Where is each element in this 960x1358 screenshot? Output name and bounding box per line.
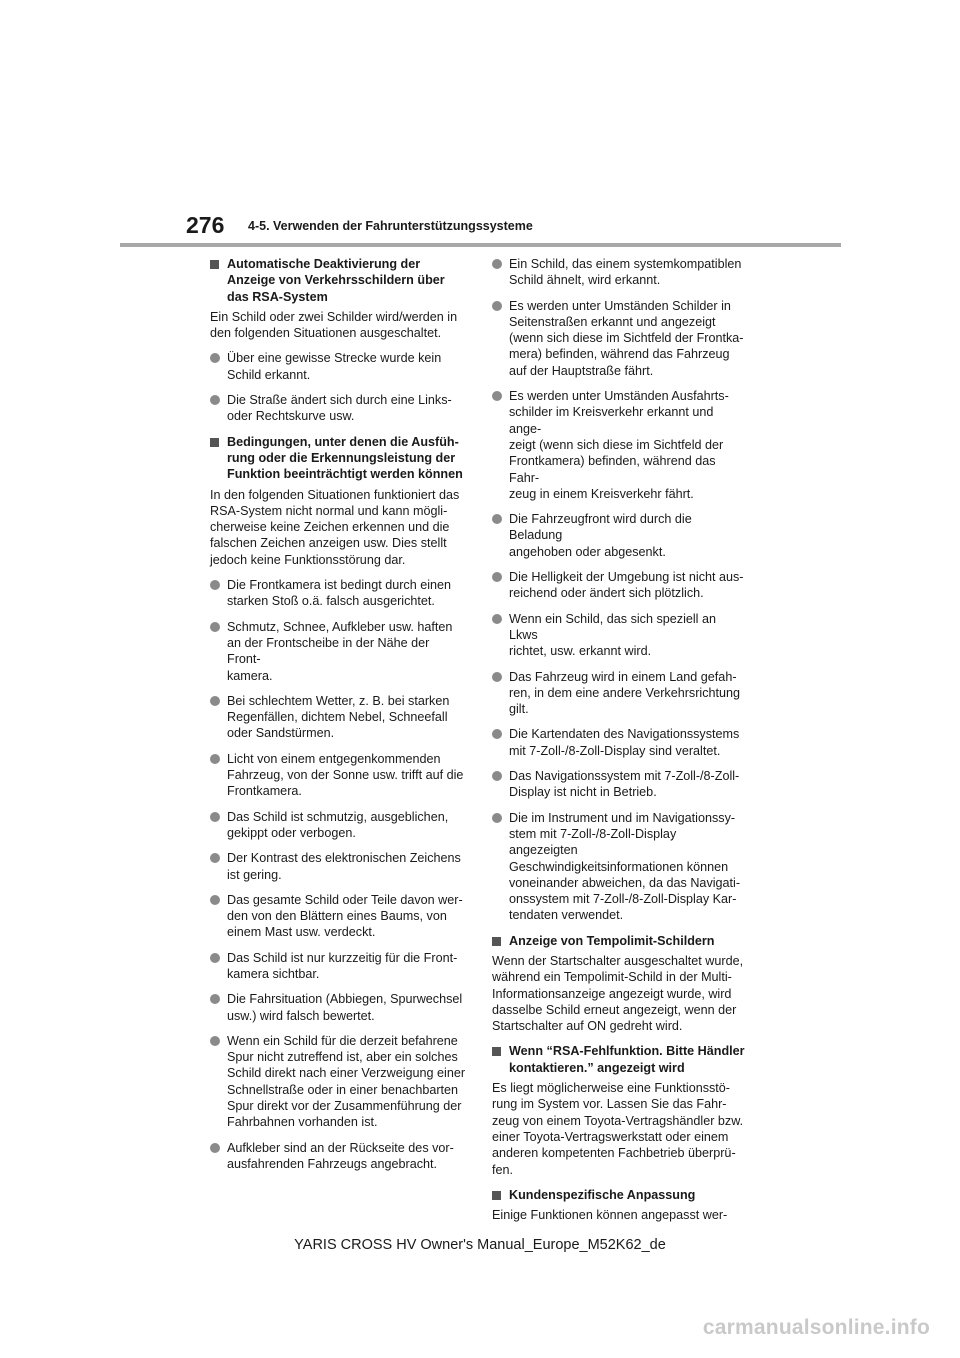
bullet-item <box>210 392 466 425</box>
left-column <box>210 256 466 1181</box>
bullet-item <box>210 809 466 842</box>
bullet-item <box>210 693 466 742</box>
square-bullet-icon <box>492 1191 501 1200</box>
bullet-text: Die Fahrzeugfront wird durch die Beladung angehoben oder abgesenkt. <box>509 512 692 559</box>
circle-bullet-icon <box>210 696 220 706</box>
circle-bullet-icon <box>492 259 502 269</box>
bullet-item <box>492 669 748 718</box>
bullet-text: Die im Instrument und im Navigationssy- stem mit 7-Zoll-/8-Zoll-Display angezeigten Geschwindigkeitsinformationen können voneinander abweichen, da das Navigati- onssystem mit 7-Zoll-/8-Zoll-Display Kar- tendaten verwendet. <box>509 810 741 923</box>
bullet-item <box>210 577 466 610</box>
bullet-text: Das Schild ist schmutzig, ausgeblichen, gekippt oder verbogen. <box>227 809 449 840</box>
bullet-text: Das Schild ist nur kurzzeitig für die Front- kamera sichtbar. <box>227 950 458 981</box>
circle-bullet-icon <box>210 895 220 905</box>
paragraph <box>210 487 466 568</box>
bullet-text: Die Frontkamera ist bedingt durch einen starken Stoß o.ä. falsch ausgerichtet. <box>227 578 452 609</box>
bullet-item <box>492 768 748 801</box>
bullet-item <box>210 991 466 1024</box>
section-heading <box>492 1187 748 1203</box>
circle-bullet-icon <box>210 1036 220 1046</box>
paragraph-text: In den folgenden Situationen funktioniert das RSA-System nicht normal und kann mögli- cherweise keine Zeichen erkennen und die falschen Zeichen anzeigen usw. Dies stellt jedoch keine Funktionsstörung dar. <box>210 487 460 567</box>
bullet-text: Das Navigationssystem mit 7-Zoll-/8-Zoll- Display ist nicht in Betrieb. <box>509 769 740 800</box>
bullet-item <box>492 569 748 602</box>
paragraph <box>492 1207 748 1223</box>
section-heading <box>492 933 748 949</box>
section-title: 4-5. Verwenden der Fahrunterstützungssysteme <box>248 219 533 233</box>
circle-bullet-icon <box>492 301 502 311</box>
circle-bullet-icon <box>492 813 502 823</box>
page-number: 276 <box>186 212 225 238</box>
bullet-item <box>492 726 748 759</box>
circle-bullet-icon <box>210 754 220 764</box>
watermark: carmanualsonline.info <box>702 1316 930 1339</box>
paragraph <box>210 309 466 342</box>
heading-text: Wenn “RSA-Fehlfunktion. Bitte Händler kontaktieren.” angezeigt wird <box>509 1044 745 1075</box>
bullet-item <box>492 388 748 502</box>
paragraph <box>492 1080 748 1178</box>
section-heading <box>210 434 466 483</box>
bullet-item <box>210 619 466 684</box>
header-divider <box>120 243 841 247</box>
square-bullet-icon <box>210 260 219 269</box>
bullet-text: Die Fahrsituation (Abbiegen, Spurwechsel usw.) wird falsch bewertet. <box>227 992 463 1023</box>
bullet-text: Der Kontrast des elektronischen Zeichens ist gering. <box>227 851 461 882</box>
bullet-text: Aufkleber sind an der Rückseite des vor- ausfahrenden Fahrzeugs angebracht. <box>227 1140 454 1171</box>
bullet-text: Die Straße ändert sich durch eine Links- oder Rechtskurve usw. <box>227 393 452 424</box>
circle-bullet-icon <box>210 395 220 405</box>
circle-bullet-icon <box>492 614 502 624</box>
bullet-item <box>492 511 748 560</box>
right-column <box>492 256 748 1232</box>
section-heading <box>210 256 466 305</box>
paragraph-text: Wenn der Startschalter ausgeschaltet wurde, während ein Tempolimit-Schild in der Multi- Informationsanzeige angezeigt wurde, wird dasselbe Schild erneut angezeigt, wenn der Startschalter auf ON gedreht wird. <box>492 953 744 1034</box>
bullet-text: Es werden unter Umständen Schilder in Seitenstraßen erkannt und angezeigt (wenn sich diese im Sichtfeld der Frontka- mera) befinden, während das Fahrzeug auf der Hauptstraße fährt. <box>509 298 744 378</box>
circle-bullet-icon <box>210 622 220 632</box>
bullet-text: Die Kartendaten des Navigationssystems mit 7-Zoll-/8-Zoll-Display sind veraltet. <box>509 727 740 758</box>
bullet-item <box>210 892 466 941</box>
bullet-text: Wenn ein Schild für die derzeit befahrene Spur nicht zutreffend ist, aber ein solches Schild direkt nach einer Verzweigung einer Schnellstraße oder in einer benachbarten Spur direkt vor der Zusammenführung der Fahrbahnen vorhanden ist. <box>227 1033 466 1130</box>
bullet-item <box>492 256 748 289</box>
circle-bullet-icon <box>210 580 220 590</box>
square-bullet-icon <box>492 937 501 946</box>
bullet-item <box>492 298 748 379</box>
bullet-text: Die Helligkeit der Umgebung ist nicht aus- reichend oder ändert sich plötzlich. <box>509 570 744 601</box>
bullet-item <box>492 611 748 660</box>
bullet-item <box>210 850 466 883</box>
bullet-text: Schmutz, Schnee, Aufkleber usw. haften an der Frontscheibe in der Nähe der Front- kamera. <box>227 619 453 683</box>
circle-bullet-icon <box>492 391 502 401</box>
circle-bullet-icon <box>492 672 502 682</box>
heading-text: Kundenspezifische Anpassung <box>509 1187 696 1202</box>
paragraph-text: Einige Funktionen können angepasst wer- <box>492 1208 728 1223</box>
bullet-text: Ein Schild, das einem systemkompatiblen Schild ähnelt, wird erkannt. <box>509 257 742 288</box>
circle-bullet-icon <box>210 1143 220 1153</box>
bullet-item <box>210 1033 466 1131</box>
bullet-item <box>210 350 466 383</box>
heading-text: Anzeige von Tempolimit-Schildern <box>509 933 715 948</box>
circle-bullet-icon <box>492 572 502 582</box>
heading-text: Automatische Deaktivierung der Anzeige von Verkehrsschildern über das RSA-System <box>227 257 445 304</box>
square-bullet-icon <box>492 1047 501 1056</box>
circle-bullet-icon <box>492 729 502 739</box>
bullet-item <box>210 950 466 983</box>
circle-bullet-icon <box>492 771 502 781</box>
footer-manual-id: YARIS CROSS HV Owner's Manual_Europe_M52K62_de <box>294 1237 666 1253</box>
bullet-text: Das Fahrzeug wird in einem Land gefah- ren, in dem eine andere Verkehrsrichtung gilt. <box>509 669 741 717</box>
paragraph <box>492 953 748 1034</box>
bullet-text: Über eine gewisse Strecke wurde kein Schild erkannt. <box>227 351 442 382</box>
bullet-text: Licht von einem entgegenkommenden Fahrzeug, von der Sonne usw. trifft auf die Frontkamera. <box>227 751 464 799</box>
bullet-text: Es werden unter Umständen Ausfahrts- schilder im Kreisverkehr erkannt und ange- zeigt (wenn sich diese im Sichtfeld der Frontkamera) befinden, während das Fahr- zeug in einem Kreisverkehr fährt. <box>509 389 729 501</box>
paragraph-text: Ein Schild oder zwei Schilder wird/werden in den folgenden Situationen ausgeschaltet. <box>210 309 458 341</box>
bullet-text: Bei schlechtem Wetter, z. B. bei starken Regenfällen, dichtem Nebel, Schneefall oder Sandstürmen. <box>227 693 450 741</box>
paragraph-text: Es liegt möglicherweise eine Funktionsstö- rung im System vor. Lassen Sie das Fahr- zeug von einem Toyota-Vertragshändler bzw. einer Toyota-Vertragswerkstatt oder einem anderen kompetenten Fachbetrieb überprü- fen. <box>492 1081 744 1177</box>
bullet-text: Das gesamte Schild oder Teile davon wer- den von den Blättern eines Baums, von einem Mast usw. verdeckt. <box>227 892 463 940</box>
bullet-item <box>492 810 748 924</box>
bullet-item <box>210 751 466 800</box>
circle-bullet-icon <box>210 853 220 863</box>
bullet-text: Wenn ein Schild, das sich speziell an Lkws richtet, usw. erkannt wird. <box>509 611 716 659</box>
bullet-item <box>210 1140 466 1173</box>
section-heading <box>492 1043 748 1076</box>
heading-text: Bedingungen, unter denen die Ausfüh- rung oder die Erkennungsleistung der Funktion beeinträchtigt werden können <box>227 434 463 482</box>
circle-bullet-icon <box>210 353 220 363</box>
square-bullet-icon <box>210 438 219 447</box>
circle-bullet-icon <box>492 514 502 524</box>
circle-bullet-icon <box>210 812 220 822</box>
circle-bullet-icon <box>210 994 220 1004</box>
circle-bullet-icon <box>210 953 220 963</box>
